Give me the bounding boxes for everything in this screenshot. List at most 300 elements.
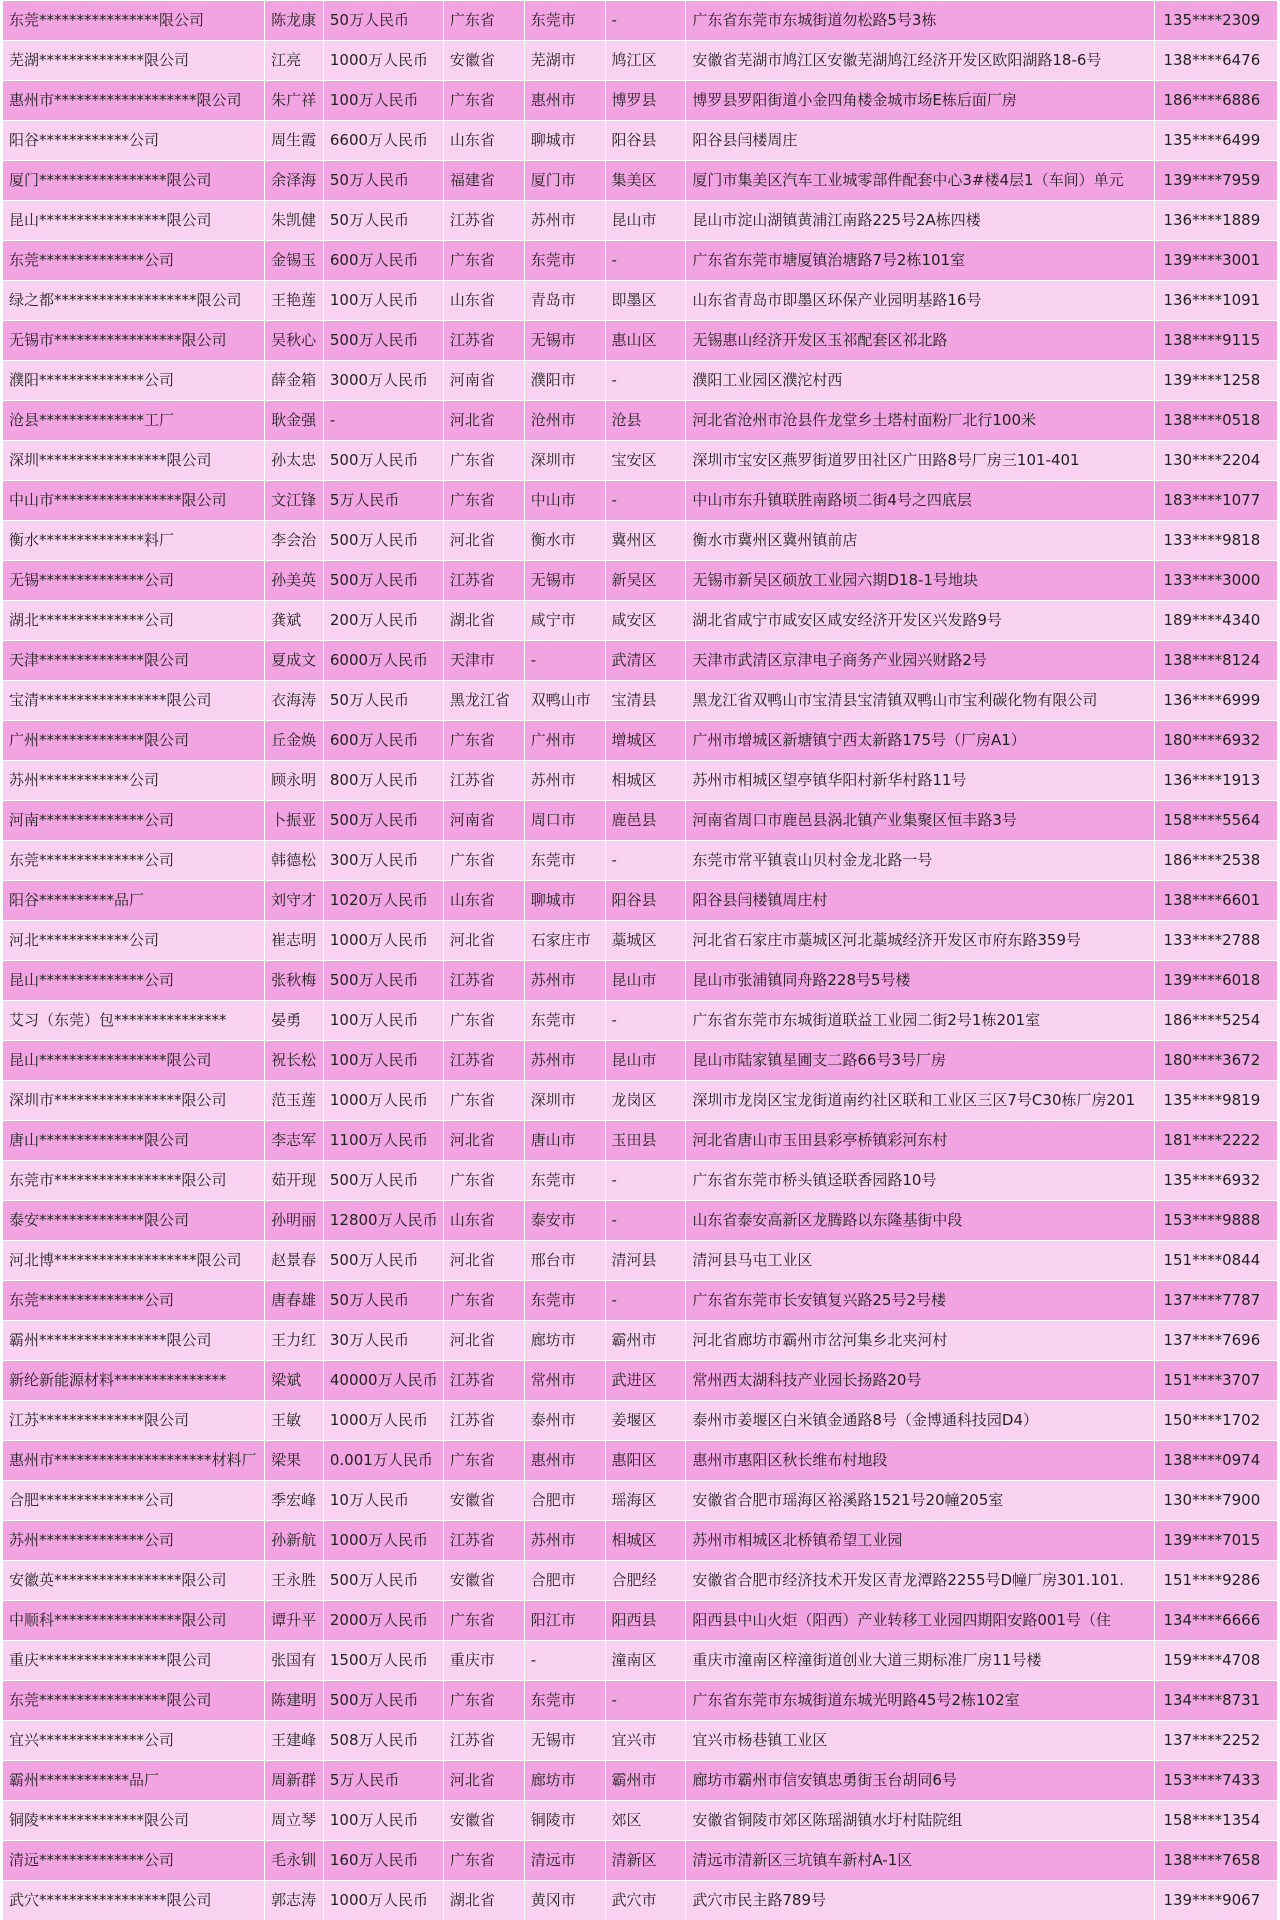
phone-cell: 137****2252 <box>1155 1721 1278 1761</box>
capital-cell: 500万人民币 <box>323 801 443 841</box>
legal-rep-cell: 周生霞 <box>265 121 324 161</box>
district-cell: - <box>605 1001 686 1041</box>
phone-cell: 151****0844 <box>1155 1241 1278 1281</box>
district-cell: 霸州市 <box>605 1321 686 1361</box>
table-row <box>3 881 1278 921</box>
table-row <box>3 1761 1278 1801</box>
phone-cell: 139****7959 <box>1155 161 1278 201</box>
province-cell: 黑龙江省 <box>443 681 524 721</box>
province-cell: 广东省 <box>443 441 524 481</box>
district-cell: 清新区 <box>605 1841 686 1881</box>
province-cell: 江苏省 <box>443 201 524 241</box>
table-row <box>3 841 1278 881</box>
company-name-cell: 衡水**************料厂 <box>3 521 265 561</box>
phone-cell: 186****2538 <box>1155 841 1278 881</box>
province-cell: 重庆市 <box>443 1641 524 1681</box>
phone-cell: 139****6018 <box>1155 961 1278 1001</box>
province-cell: 山东省 <box>443 1201 524 1241</box>
company-name-cell: 河南**************公司 <box>3 801 265 841</box>
table-row <box>3 121 1278 161</box>
address-cell: 广东省东莞市东城街道联益工业园二街2号1栋201室 <box>686 1001 1155 1041</box>
legal-rep-cell: 孙美英 <box>265 561 324 601</box>
legal-rep-cell: 梁果 <box>265 1441 324 1481</box>
capital-cell: 1000万人民币 <box>323 1401 443 1441</box>
company-name-cell: 无锡市*****************限公司 <box>3 321 265 361</box>
phone-cell: 138****6601 <box>1155 881 1278 921</box>
legal-rep-cell: 丘金焕 <box>265 721 324 761</box>
address-cell: 清远市清新区三坑镇车新村A-1区 <box>686 1841 1155 1881</box>
phone-cell: 139****3001 <box>1155 241 1278 281</box>
company-name-cell: 绿之都*******************限公司 <box>3 281 265 321</box>
phone-cell: 137****7696 <box>1155 1321 1278 1361</box>
province-cell: 湖北省 <box>443 601 524 641</box>
city-cell: 聊城市 <box>524 121 605 161</box>
company-name-cell: 东莞*****************限公司 <box>3 1681 265 1721</box>
district-cell: 龙岗区 <box>605 1081 686 1121</box>
legal-rep-cell: 唐春雄 <box>265 1281 324 1321</box>
district-cell: 惠山区 <box>605 321 686 361</box>
address-cell: 衡水市冀州区冀州镇前店 <box>686 521 1155 561</box>
company-name-cell: 霸州************品厂 <box>3 1761 265 1801</box>
table-row <box>3 1 1278 41</box>
province-cell: 山东省 <box>443 881 524 921</box>
table-row <box>3 41 1278 81</box>
capital-cell: 508万人民币 <box>323 1721 443 1761</box>
province-cell: 广东省 <box>443 1441 524 1481</box>
city-cell: 唐山市 <box>524 1121 605 1161</box>
district-cell: 宜兴市 <box>605 1721 686 1761</box>
company-name-cell: 芜湖**************限公司 <box>3 41 265 81</box>
company-name-cell: 深圳市*****************限公司 <box>3 1081 265 1121</box>
address-cell: 深圳市宝安区燕罗街道罗田社区广田路8号厂房三101-401 <box>686 441 1155 481</box>
city-cell: 铜陵市 <box>524 1801 605 1841</box>
phone-cell: 158****5564 <box>1155 801 1278 841</box>
company-name-cell: 东莞**************公司 <box>3 1281 265 1321</box>
district-cell: - <box>605 1281 686 1321</box>
legal-rep-cell: 刘守才 <box>265 881 324 921</box>
table-row <box>3 1441 1278 1481</box>
legal-rep-cell: 陈建明 <box>265 1681 324 1721</box>
province-cell: 江苏省 <box>443 961 524 1001</box>
province-cell: 广东省 <box>443 1161 524 1201</box>
table-row <box>3 241 1278 281</box>
legal-rep-cell: 江亮 <box>265 41 324 81</box>
company-name-cell: 湖北**************公司 <box>3 601 265 641</box>
city-cell: 常州市 <box>524 1361 605 1401</box>
district-cell: - <box>605 361 686 401</box>
city-cell: 咸宁市 <box>524 601 605 641</box>
city-cell: 东莞市 <box>524 1 605 41</box>
address-cell: 河北省沧州市沧县仵龙堂乡土塔村面粉厂北行100米 <box>686 401 1155 441</box>
address-cell: 广东省东莞市桥头镇迳联香园路10号 <box>686 1161 1155 1201</box>
city-cell: 惠州市 <box>524 81 605 121</box>
address-cell: 宜兴市杨巷镇工业区 <box>686 1721 1155 1761</box>
district-cell: 宝清县 <box>605 681 686 721</box>
province-cell: 河南省 <box>443 361 524 401</box>
phone-cell: 134****8731 <box>1155 1681 1278 1721</box>
company-name-cell: 昆山**************公司 <box>3 961 265 1001</box>
company-name-cell: 河北************公司 <box>3 921 265 961</box>
address-cell: 清河县马屯工业区 <box>686 1241 1155 1281</box>
address-cell: 安徽省合肥市经济技术开发区青龙潭路2255号D幢厂房301.101. <box>686 1561 1155 1601</box>
legal-rep-cell: 张国有 <box>265 1641 324 1681</box>
table-row <box>3 521 1278 561</box>
province-cell: 江苏省 <box>443 1521 524 1561</box>
city-cell: 苏州市 <box>524 201 605 241</box>
company-name-cell: 唐山**************限公司 <box>3 1121 265 1161</box>
company-name-cell: 河北博*******************限公司 <box>3 1241 265 1281</box>
legal-rep-cell: 夏成文 <box>265 641 324 681</box>
company-name-cell: 合肥**************公司 <box>3 1481 265 1521</box>
capital-cell: 100万人民币 <box>323 281 443 321</box>
address-cell: 深圳市龙岗区宝龙街道南约社区联和工业区三区7号C30栋厂房201 <box>686 1081 1155 1121</box>
address-cell: 无锡市新吴区硕放工业园六期D18-1号地块 <box>686 561 1155 601</box>
table-row <box>3 1401 1278 1441</box>
province-cell: 广东省 <box>443 1001 524 1041</box>
company-name-cell: 新纶新能源材料*************** <box>3 1361 265 1401</box>
capital-cell: 30万人民币 <box>323 1321 443 1361</box>
district-cell: 阳谷县 <box>605 881 686 921</box>
table-body <box>3 1 1278 1920</box>
phone-cell: 181****2222 <box>1155 1121 1278 1161</box>
city-cell: 深圳市 <box>524 1081 605 1121</box>
capital-cell: 160万人民币 <box>323 1841 443 1881</box>
company-name-cell: 江苏**************限公司 <box>3 1401 265 1441</box>
city-cell: 芜湖市 <box>524 41 605 81</box>
district-cell: 阳西县 <box>605 1601 686 1641</box>
province-cell: 江苏省 <box>443 761 524 801</box>
province-cell: 广东省 <box>443 1281 524 1321</box>
company-name-cell: 宝清*****************限公司 <box>3 681 265 721</box>
company-name-cell: 重庆*****************限公司 <box>3 1641 265 1681</box>
legal-rep-cell: 耿金强 <box>265 401 324 441</box>
address-cell: 广东省东莞市塘厦镇治塘路7号2栋101室 <box>686 241 1155 281</box>
capital-cell: 0.001万人民币 <box>323 1441 443 1481</box>
city-cell: 周口市 <box>524 801 605 841</box>
city-cell: - <box>524 641 605 681</box>
company-name-cell: 广州**************限公司 <box>3 721 265 761</box>
phone-cell: 158****1354 <box>1155 1801 1278 1841</box>
city-cell: 东莞市 <box>524 841 605 881</box>
capital-cell: 50万人民币 <box>323 1281 443 1321</box>
table-row <box>3 681 1278 721</box>
district-cell: 昆山市 <box>605 1041 686 1081</box>
district-cell: 博罗县 <box>605 81 686 121</box>
company-name-cell: 霸州*****************限公司 <box>3 1321 265 1361</box>
table-row <box>3 561 1278 601</box>
capital-cell: 500万人民币 <box>323 1681 443 1721</box>
city-cell: 廊坊市 <box>524 1761 605 1801</box>
capital-cell: 500万人民币 <box>323 521 443 561</box>
legal-rep-cell: 孙明丽 <box>265 1201 324 1241</box>
district-cell: - <box>605 481 686 521</box>
capital-cell: 500万人民币 <box>323 1161 443 1201</box>
city-cell: 中山市 <box>524 481 605 521</box>
city-cell: 厦门市 <box>524 161 605 201</box>
company-name-cell: 惠州市*******************限公司 <box>3 81 265 121</box>
capital-cell: 50万人民币 <box>323 1 443 41</box>
province-cell: 广东省 <box>443 241 524 281</box>
capital-cell: 50万人民币 <box>323 681 443 721</box>
city-cell: 苏州市 <box>524 1521 605 1561</box>
city-cell: 阳江市 <box>524 1601 605 1641</box>
legal-rep-cell: 王敏 <box>265 1401 324 1441</box>
legal-rep-cell: 韩德松 <box>265 841 324 881</box>
address-cell: 武穴市民主路789号 <box>686 1881 1155 1920</box>
province-cell: 河北省 <box>443 921 524 961</box>
table-row <box>3 1041 1278 1081</box>
table-row <box>3 1681 1278 1721</box>
phone-cell: 180****6932 <box>1155 721 1278 761</box>
city-cell: 泰州市 <box>524 1401 605 1441</box>
legal-rep-cell: 孙太忠 <box>265 441 324 481</box>
legal-rep-cell: 余泽海 <box>265 161 324 201</box>
table-row <box>3 1281 1278 1321</box>
capital-cell: 600万人民币 <box>323 241 443 281</box>
province-cell: 安徽省 <box>443 1801 524 1841</box>
company-name-cell: 东莞市*****************限公司 <box>3 1161 265 1201</box>
district-cell: 宝安区 <box>605 441 686 481</box>
address-cell: 阳西县中山火炬（阳西）产业转移工业园四期阳安路001号（住 <box>686 1601 1155 1641</box>
capital-cell: 50万人民币 <box>323 161 443 201</box>
table-row <box>3 801 1278 841</box>
district-cell: - <box>605 241 686 281</box>
district-cell: 郊区 <box>605 1801 686 1841</box>
company-table <box>2 0 1278 1920</box>
city-cell: 东莞市 <box>524 1681 605 1721</box>
legal-rep-cell: 赵景春 <box>265 1241 324 1281</box>
district-cell: 相城区 <box>605 1521 686 1561</box>
table-row <box>3 1081 1278 1121</box>
address-cell: 广东省东莞市东城街道勿松路5号3栋 <box>686 1 1155 41</box>
phone-cell: 151****9286 <box>1155 1561 1278 1601</box>
capital-cell: 1100万人民币 <box>323 1121 443 1161</box>
company-name-cell: 中顺科*****************限公司 <box>3 1601 265 1641</box>
city-cell: 聊城市 <box>524 881 605 921</box>
table-row <box>3 921 1278 961</box>
company-name-cell: 武穴*****************限公司 <box>3 1881 265 1920</box>
address-cell: 安徽省铜陵市郊区陈瑶湖镇水圩村陆院组 <box>686 1801 1155 1841</box>
legal-rep-cell: 龚斌 <box>265 601 324 641</box>
table-row <box>3 961 1278 1001</box>
phone-cell: 138****7658 <box>1155 1841 1278 1881</box>
table-row <box>3 1561 1278 1601</box>
address-cell: 昆山市陆家镇星圃支二路66号3号厂房 <box>686 1041 1155 1081</box>
capital-cell: 1000万人民币 <box>323 1081 443 1121</box>
phone-cell: 136****1091 <box>1155 281 1278 321</box>
phone-cell: 133****3000 <box>1155 561 1278 601</box>
legal-rep-cell: 季宏峰 <box>265 1481 324 1521</box>
table-row <box>3 1001 1278 1041</box>
capital-cell: 1000万人民币 <box>323 1881 443 1920</box>
legal-rep-cell: 王永胜 <box>265 1561 324 1601</box>
phone-cell: 135****6499 <box>1155 121 1278 161</box>
district-cell: 藁城区 <box>605 921 686 961</box>
province-cell: 河南省 <box>443 801 524 841</box>
address-cell: 湖北省咸宁市咸安区咸安经济开发区兴发路9号 <box>686 601 1155 641</box>
company-name-cell: 厦门*****************限公司 <box>3 161 265 201</box>
city-cell: 惠州市 <box>524 1441 605 1481</box>
district-cell: 集美区 <box>605 161 686 201</box>
address-cell: 广州市增城区新塘镇宁西太新路175号（厂房A1） <box>686 721 1155 761</box>
company-name-cell: 泰安**************限公司 <box>3 1201 265 1241</box>
company-name-cell: 阳谷************公司 <box>3 121 265 161</box>
company-name-cell: 东莞**************公司 <box>3 241 265 281</box>
legal-rep-cell: 孙新航 <box>265 1521 324 1561</box>
capital-cell: 500万人民币 <box>323 1241 443 1281</box>
phone-cell: 135****9819 <box>1155 1081 1278 1121</box>
phone-cell: 189****4340 <box>1155 601 1278 641</box>
city-cell: 石家庄市 <box>524 921 605 961</box>
phone-cell: 153****7433 <box>1155 1761 1278 1801</box>
company-name-cell: 无锡**************公司 <box>3 561 265 601</box>
legal-rep-cell: 郭志涛 <box>265 1881 324 1920</box>
city-cell: 无锡市 <box>524 561 605 601</box>
table-row <box>3 1361 1278 1401</box>
district-cell: 昆山市 <box>605 961 686 1001</box>
legal-rep-cell: 茹开现 <box>265 1161 324 1201</box>
phone-cell: 134****6666 <box>1155 1601 1278 1641</box>
city-cell: 东莞市 <box>524 1281 605 1321</box>
city-cell: 东莞市 <box>524 241 605 281</box>
legal-rep-cell: 王建峰 <box>265 1721 324 1761</box>
legal-rep-cell: 朱广祥 <box>265 81 324 121</box>
legal-rep-cell: 王力红 <box>265 1321 324 1361</box>
district-cell: 新吴区 <box>605 561 686 601</box>
province-cell: 安徽省 <box>443 41 524 81</box>
capital-cell: 1000万人民币 <box>323 41 443 81</box>
city-cell: 苏州市 <box>524 961 605 1001</box>
phone-cell: 135****2309 <box>1155 1 1278 41</box>
table-row <box>3 1201 1278 1241</box>
city-cell: 黄冈市 <box>524 1881 605 1920</box>
legal-rep-cell: 李志军 <box>265 1121 324 1161</box>
province-cell: 河北省 <box>443 1321 524 1361</box>
province-cell: 广东省 <box>443 81 524 121</box>
company-name-cell: 濮阳**************公司 <box>3 361 265 401</box>
table-row <box>3 1161 1278 1201</box>
address-cell: 河北省唐山市玉田县彩亭桥镇彩河东村 <box>686 1121 1155 1161</box>
legal-rep-cell: 毛永钏 <box>265 1841 324 1881</box>
address-cell: 广东省东莞市东城街道东城光明路45号2栋102室 <box>686 1681 1155 1721</box>
legal-rep-cell: 周立琴 <box>265 1801 324 1841</box>
capital-cell: 1020万人民币 <box>323 881 443 921</box>
legal-rep-cell: 晏勇 <box>265 1001 324 1041</box>
province-cell: 天津市 <box>443 641 524 681</box>
district-cell: 昆山市 <box>605 201 686 241</box>
table-row <box>3 1521 1278 1561</box>
city-cell: 无锡市 <box>524 1721 605 1761</box>
province-cell: 安徽省 <box>443 1481 524 1521</box>
district-cell: 惠阳区 <box>605 1441 686 1481</box>
address-cell: 安徽省芜湖市鸠江区安徽芜湖鸠江经济开发区欧阳湖路18-6号 <box>686 41 1155 81</box>
address-cell: 河南省周口市鹿邑县涡北镇产业集聚区恒丰路3号 <box>686 801 1155 841</box>
phone-cell: 138****0974 <box>1155 1441 1278 1481</box>
district-cell: 潼南区 <box>605 1641 686 1681</box>
capital-cell: 300万人民币 <box>323 841 443 881</box>
company-name-cell: 苏州**************公司 <box>3 1521 265 1561</box>
address-cell: 苏州市相城区北桥镇希望工业园 <box>686 1521 1155 1561</box>
capital-cell: 100万人民币 <box>323 81 443 121</box>
city-cell: 沧州市 <box>524 401 605 441</box>
legal-rep-cell: 金锡玉 <box>265 241 324 281</box>
table-row <box>3 1881 1278 1920</box>
legal-rep-cell: 吴秋心 <box>265 321 324 361</box>
capital-cell: 3000万人民币 <box>323 361 443 401</box>
table-row <box>3 641 1278 681</box>
city-cell: 廊坊市 <box>524 1321 605 1361</box>
phone-cell: 151****3707 <box>1155 1361 1278 1401</box>
table-row <box>3 721 1278 761</box>
address-cell: 东莞市常平镇袁山贝村金龙北路一号 <box>686 841 1155 881</box>
company-name-cell: 苏州************公司 <box>3 761 265 801</box>
legal-rep-cell: 王艳莲 <box>265 281 324 321</box>
company-name-cell: 艾习（东莞）包*************** <box>3 1001 265 1041</box>
address-cell: 濮阳工业园区濮沱村西 <box>686 361 1155 401</box>
district-cell: 清河县 <box>605 1241 686 1281</box>
district-cell: - <box>605 841 686 881</box>
table-row <box>3 161 1278 201</box>
address-cell: 昆山市淀山湖镇黄浦江南路225号2A栋四楼 <box>686 201 1155 241</box>
address-cell: 苏州市相城区望亭镇华阳村新华村路11号 <box>686 761 1155 801</box>
company-name-cell: 阳谷**********品厂 <box>3 881 265 921</box>
province-cell: 山东省 <box>443 121 524 161</box>
company-name-cell: 安徽英*****************限公司 <box>3 1561 265 1601</box>
district-cell: 瑶海区 <box>605 1481 686 1521</box>
table-row <box>3 1641 1278 1681</box>
province-cell: 河北省 <box>443 401 524 441</box>
province-cell: 河北省 <box>443 1121 524 1161</box>
capital-cell: 1000万人民币 <box>323 921 443 961</box>
phone-cell: 183****1077 <box>1155 481 1278 521</box>
address-cell: 阳谷县闫楼周庄 <box>686 121 1155 161</box>
company-name-cell: 昆山*****************限公司 <box>3 201 265 241</box>
capital-cell: 100万人民币 <box>323 1041 443 1081</box>
phone-cell: 150****1702 <box>1155 1401 1278 1441</box>
table-row <box>3 441 1278 481</box>
capital-cell: 12800万人民币 <box>323 1201 443 1241</box>
company-name-cell: 清远**************公司 <box>3 1841 265 1881</box>
phone-cell: 138****0518 <box>1155 401 1278 441</box>
district-cell: 阳谷县 <box>605 121 686 161</box>
district-cell: 增城区 <box>605 721 686 761</box>
address-cell: 博罗县罗阳街道小金四角楼金城市场E栋后面厂房 <box>686 81 1155 121</box>
phone-cell: 138****8124 <box>1155 641 1278 681</box>
address-cell: 泰州市姜堰区白米镇金通路8号（金博通科技园D4） <box>686 1401 1155 1441</box>
city-cell: 濮阳市 <box>524 361 605 401</box>
phone-cell: 136****6999 <box>1155 681 1278 721</box>
city-cell: 衡水市 <box>524 521 605 561</box>
capital-cell: 500万人民币 <box>323 441 443 481</box>
city-cell: 深圳市 <box>524 441 605 481</box>
legal-rep-cell: 谭升平 <box>265 1601 324 1641</box>
phone-cell: 139****1258 <box>1155 361 1278 401</box>
capital-cell: 1000万人民币 <box>323 1521 443 1561</box>
city-cell: 东莞市 <box>524 1161 605 1201</box>
district-cell: - <box>605 1681 686 1721</box>
address-cell: 河北省石家庄市藁城区河北藁城经济开发区市府东路359号 <box>686 921 1155 961</box>
city-cell: 苏州市 <box>524 1041 605 1081</box>
city-cell: 清远市 <box>524 1841 605 1881</box>
table-row <box>3 281 1278 321</box>
province-cell: 广东省 <box>443 1841 524 1881</box>
table-row <box>3 1601 1278 1641</box>
phone-cell: 133****9818 <box>1155 521 1278 561</box>
legal-rep-cell: 周新群 <box>265 1761 324 1801</box>
company-name-cell: 中山市*****************限公司 <box>3 481 265 521</box>
province-cell: 广东省 <box>443 721 524 761</box>
province-cell: 广东省 <box>443 1 524 41</box>
